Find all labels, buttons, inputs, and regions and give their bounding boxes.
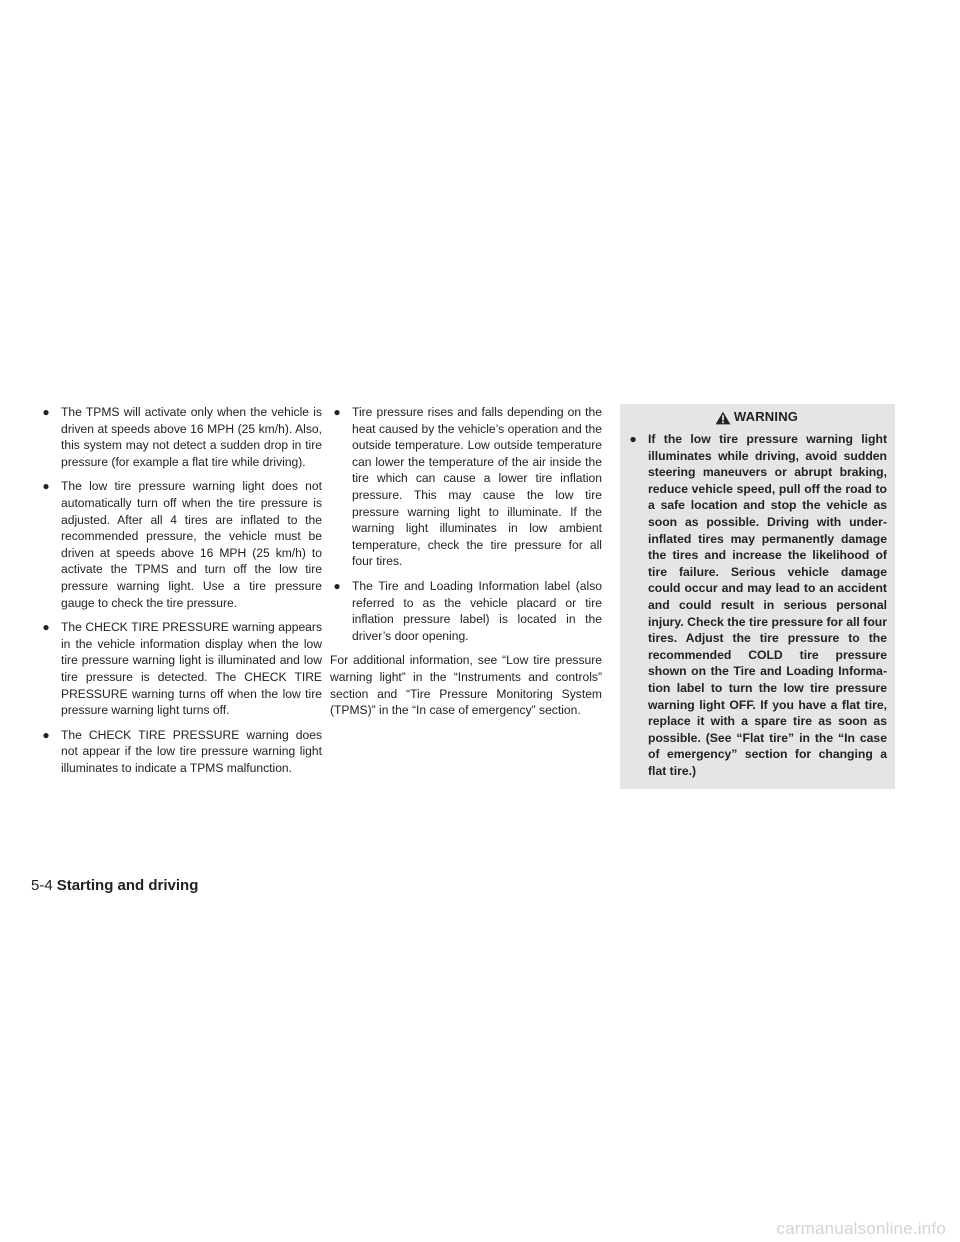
warning-box	[620, 404, 895, 789]
bullet-text: The CHECK TIRE PRESSURE warning appears in the vehicle information display when the low tire pressure warning light is illuminated and low tire pressure is detected. The CHECK TIRE PRESSURE warning turns off when the low tire pressure warning light turns off.	[61, 620, 322, 718]
warning-title: WARNING	[733, 409, 799, 425]
bullet-icon: ●	[333, 578, 341, 593]
page-number: 5-4	[31, 877, 53, 894]
section-title: Starting and driving	[56, 877, 199, 894]
bullet-text: The TPMS will activate only when the vehicle is driven at speeds above 16 MPH (25 km/h). Also, this system may not detect a sudden drop in tire pressure (for example a flat tire while driving).	[61, 405, 322, 469]
page-footer	[31, 877, 198, 894]
list-item	[39, 619, 322, 719]
bullet-text: The low tire pressure warning light does not automatically turn off when the tire pressure is adjusted. After all 4 tires are inflated to the recommended pressure, the vehicle must be driven at speeds above 16 MPH (25 km/h) to activate the TPMS and turn off the low tire pressure warning light. Use a tire pressure gauge to check the tire pressure.	[61, 479, 322, 610]
watermark: carmanualsonline.info	[776, 1219, 946, 1238]
column-right	[620, 404, 895, 789]
list-item	[330, 404, 602, 570]
warning-item	[626, 431, 887, 779]
bullet-icon: ●	[629, 432, 637, 446]
bullet-icon: ●	[42, 620, 50, 635]
bullet-icon: ●	[42, 479, 50, 494]
warning-triangle-icon	[715, 411, 731, 425]
column-left	[39, 404, 322, 784]
bullet-text: Tire pressure rises and falls depending on the heat caused by the vehicle’s operation and the outside temperature. Low outside temperature can lower the temperature of the air inside the tire which can cause a lower tire inflation pressure. This may cause the low tire pressure warning light to illuminate. If the warning light illuminates in low ambient temperature, check the tire pressure for all four tires.	[352, 405, 602, 569]
list-item	[330, 578, 602, 644]
list-item	[39, 404, 322, 470]
bullet-text: The CHECK TIRE PRESSURE warning does not appear if the low tire pressure warning light illuminates to indicate a TPMS malfunction.	[61, 727, 322, 775]
bullet-icon: ●	[42, 405, 50, 419]
additional-info-paragraph: For additional information, see “Low tire pressure warning light” in the “Instruments and controls” section and “Tire Pressure Monitoring System (TPMS)” in the “In case of emergency” section.	[330, 653, 602, 718]
bullet-text: The Tire and Loading Information label (also referred to as the vehicle placard or tire inflation pressure label) is located in the driver’s door opening.	[352, 578, 602, 643]
list-item	[39, 478, 322, 611]
bullet-icon: ●	[333, 405, 341, 419]
list-item	[39, 727, 322, 777]
warning-header	[626, 404, 887, 431]
bullet-icon: ●	[42, 727, 50, 742]
column-middle	[330, 404, 602, 719]
warning-text: If the low tire pressure warning light illuminates while driving, avoid sudden steering maneuvers or abrupt braking, reduce vehicle speed, pull off the road to a safe location and stop the vehicle as soon as possible. Driving with underinflated tires may permanently damage the tires and increase the likelihood of tire failure. Serious vehicle damage could occur and may lead to an accident and could result in serious personal injury. Check the tire pressure for all four tires. Adjust the tire pressure to the recommended COLD tire pressure shown on the Tire and Loading Information label to turn the low tire pressure warning light OFF. If you have a flat tire, replace it with a spare tire as soon as possible. (See “Flat tire” in the “In case of emergency” section for changing a flat tire.)	[648, 432, 887, 778]
